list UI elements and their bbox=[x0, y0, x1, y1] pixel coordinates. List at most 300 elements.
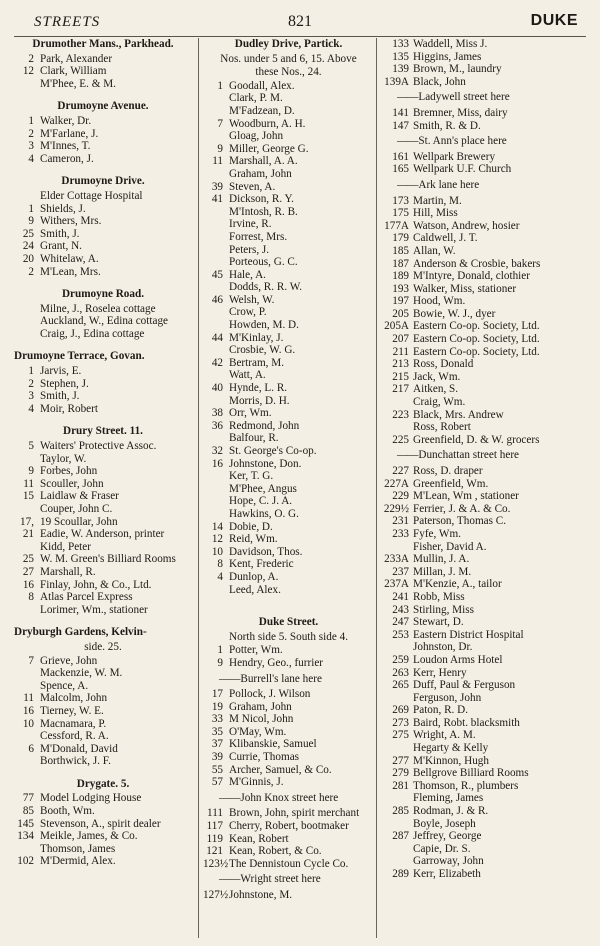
directory-entry bbox=[14, 718, 192, 731]
column-1 bbox=[14, 38, 192, 868]
directory-entry bbox=[203, 382, 374, 395]
street-heading: Drury Street. 11. bbox=[63, 425, 143, 438]
directory-entry: M'Phee, E. & M. bbox=[40, 77, 116, 90]
directory-entry bbox=[14, 805, 192, 818]
occupant-name: Bremner, Miss, dairy bbox=[413, 106, 508, 119]
directory-entry bbox=[14, 266, 192, 279]
directory-entry bbox=[14, 516, 192, 529]
directory-entry: Mackenzie, W. M. bbox=[40, 667, 123, 680]
directory-entry bbox=[203, 701, 374, 714]
house-number: 205A bbox=[384, 320, 409, 333]
directory-entry bbox=[381, 232, 586, 245]
directory-entry bbox=[381, 667, 586, 680]
house-number: 2 bbox=[28, 265, 34, 278]
street-heading: Drumother Mans., Parkhead. bbox=[32, 38, 174, 50]
occupant-name: Welsh, W. bbox=[229, 293, 275, 306]
occupant-name: O'May, Wm. bbox=[229, 725, 287, 738]
occupant-name: Eadie, W. Anderson, printer bbox=[40, 528, 165, 541]
directory-entry: Leed, Alex. bbox=[229, 583, 281, 596]
directory-entry bbox=[14, 153, 192, 166]
occupant-name: Walker, Dr. bbox=[40, 114, 92, 127]
house-number: 7 bbox=[28, 654, 34, 667]
directory-entry bbox=[14, 203, 192, 216]
occupant-name: Allan, W. bbox=[413, 244, 456, 257]
occupant-name: Tierney, W. E. bbox=[40, 704, 104, 717]
occupant-name: Higgins, James bbox=[413, 50, 482, 63]
directory-entry: Cessford, R. A. bbox=[40, 730, 109, 743]
directory-entry bbox=[381, 553, 586, 566]
occupant-name: Stephen, J. bbox=[40, 377, 89, 390]
house-number: 227 bbox=[392, 465, 409, 477]
directory-entry bbox=[381, 679, 586, 692]
directory-entry: Spence, A. bbox=[40, 679, 89, 692]
directory-entry bbox=[381, 258, 586, 271]
house-number: 102 bbox=[17, 855, 34, 868]
house-number: 44 bbox=[211, 331, 223, 344]
directory-entry bbox=[203, 644, 374, 657]
street-subheading: North side 5. South side 4. bbox=[228, 630, 349, 643]
occupant-name: Johnstone, M. bbox=[229, 889, 293, 901]
directory-entry bbox=[381, 207, 586, 220]
house-number: 211 bbox=[392, 345, 409, 358]
occupant-name: Bellgrove Billiard Rooms bbox=[413, 767, 529, 780]
directory-entry bbox=[203, 845, 374, 858]
directory-entry: Hope, C. J. A. bbox=[229, 495, 293, 508]
occupant-name: M'Innes, T. bbox=[40, 140, 91, 153]
directory-entry bbox=[14, 792, 192, 805]
directory-entry bbox=[381, 566, 586, 579]
directory-entry: Boyle, Joseph bbox=[413, 817, 476, 830]
occupant-name: W. M. Green's Billiard Rooms bbox=[40, 553, 176, 566]
directory-entry bbox=[381, 333, 586, 346]
page-header bbox=[14, 12, 586, 37]
street-heading: Dudley Drive, Partick. bbox=[234, 38, 343, 50]
directory-entry bbox=[381, 409, 586, 422]
house-number: 4 bbox=[217, 570, 223, 583]
directory-entry bbox=[381, 245, 586, 258]
occupant-name: Brown, John, spirit merchant bbox=[229, 807, 360, 820]
directory-entry bbox=[14, 53, 192, 66]
directory-entry bbox=[381, 805, 586, 818]
house-number: 121 bbox=[206, 845, 223, 858]
occupant-name: Hendry, Geo., furrier bbox=[229, 656, 324, 669]
house-number: 16 bbox=[22, 704, 34, 717]
directory-entry bbox=[381, 868, 586, 881]
house-number: 57 bbox=[211, 776, 223, 789]
house-number: 19 bbox=[211, 700, 223, 713]
occupant-name: Hynde, L. R. bbox=[229, 382, 288, 395]
directory-entry bbox=[381, 320, 586, 333]
occupant-name: Paton, R. D. bbox=[413, 704, 469, 717]
directory-entry bbox=[381, 107, 586, 120]
directory-entry bbox=[381, 295, 586, 308]
directory-entry bbox=[203, 269, 374, 282]
house-number: 265 bbox=[392, 679, 409, 692]
directory-entry: Howden, M. D. bbox=[229, 319, 299, 332]
directory-entry: Porteous, G. C. bbox=[229, 256, 298, 269]
directory-entry: M'Intosh, R. B. bbox=[229, 205, 298, 218]
occupant-name: Brown, M., laundry bbox=[413, 63, 502, 76]
directory-entry bbox=[381, 358, 586, 371]
directory-entry: Fisher, David A. bbox=[413, 540, 487, 553]
occupant-name: Cameron, J. bbox=[40, 152, 94, 165]
directory-entry bbox=[381, 490, 586, 503]
occupant-name: Smith, J. bbox=[40, 390, 80, 403]
directory-entry bbox=[203, 726, 374, 739]
directory-entry bbox=[381, 591, 586, 604]
house-number: 263 bbox=[392, 666, 409, 679]
occupant-name: Shields, J. bbox=[40, 202, 86, 215]
directory-entry bbox=[14, 692, 192, 705]
cross-street-note: —— Ark lane here bbox=[381, 179, 586, 192]
house-number: 17, bbox=[20, 515, 34, 528]
cross-street-note: —— John Knox street here bbox=[203, 792, 374, 805]
occupant-name: Waiters' Protective Assoc. bbox=[40, 440, 157, 453]
occupant-name: Greenfield, Wm. bbox=[413, 477, 489, 490]
house-number: 1 bbox=[217, 644, 223, 657]
house-number: 134 bbox=[17, 830, 34, 843]
directory-entry bbox=[381, 51, 586, 64]
occupant-name: Hill, Miss bbox=[413, 207, 458, 220]
directory-entry bbox=[203, 143, 374, 156]
directory-entry bbox=[381, 151, 586, 164]
directory-entry bbox=[381, 717, 586, 730]
house-number: 39 bbox=[211, 751, 223, 764]
house-number: 225 bbox=[392, 433, 409, 446]
occupant-name: M'Kinnon, Hugh bbox=[413, 754, 489, 767]
occupant-name: Scouller, John bbox=[40, 477, 104, 490]
occupant-name: Bertram, M. bbox=[229, 356, 284, 369]
column-3 bbox=[376, 38, 586, 938]
house-number: 9 bbox=[217, 656, 223, 669]
directory-entry: Dodds, R. R. W. bbox=[229, 281, 303, 294]
street-subheading: these Nos., 24. bbox=[255, 66, 322, 79]
occupant-name: Caldwell, J. T. bbox=[413, 232, 478, 245]
directory-entry bbox=[203, 764, 374, 777]
directory-entry bbox=[203, 713, 374, 726]
occupant-name: M'Lean, Wm , stationer bbox=[413, 490, 519, 503]
house-number: 11 bbox=[23, 692, 34, 705]
directory-entry: Irvine, R. bbox=[229, 218, 272, 231]
directory-entry bbox=[14, 390, 192, 403]
directory-entry: Fleming, James bbox=[413, 792, 484, 805]
house-number: 21 bbox=[22, 528, 34, 541]
directory-entry bbox=[14, 215, 192, 228]
directory-entry: Crow, P. bbox=[229, 306, 267, 319]
street-running-head: DUKE bbox=[530, 12, 578, 29]
directory-entry bbox=[14, 365, 192, 378]
directory-entry bbox=[381, 780, 586, 793]
columns bbox=[14, 38, 586, 938]
directory-entry bbox=[381, 755, 586, 768]
directory-entry: Craig, J., Edina cottage bbox=[40, 327, 145, 340]
house-number: 17 bbox=[211, 688, 223, 701]
directory-entry bbox=[381, 434, 586, 447]
directory-entry: Milne, J., Roselea cottage bbox=[40, 302, 156, 315]
occupant-name: Wright, A. M. bbox=[413, 729, 476, 742]
street-heading: Drumoyne Avenue. bbox=[57, 100, 149, 113]
directory-entry bbox=[381, 465, 586, 478]
house-number: 6 bbox=[28, 742, 34, 755]
house-number: 207 bbox=[392, 333, 409, 346]
occupant-name: Eastern Co-op. Society, Ltd. bbox=[413, 345, 540, 358]
directory-entry bbox=[203, 833, 374, 846]
house-number: 9 bbox=[28, 465, 34, 478]
directory-entry bbox=[381, 38, 586, 51]
occupant-name: Anderson & Crosbie, bakers bbox=[413, 257, 541, 270]
occupant-name: Walker, Miss, stationer bbox=[413, 282, 517, 295]
directory-entry bbox=[203, 80, 374, 93]
occupant-name: M'Donald, David bbox=[40, 742, 118, 755]
directory-entry bbox=[203, 458, 374, 471]
directory-entry bbox=[14, 378, 192, 391]
directory-entry: Taylor, W. bbox=[40, 452, 87, 465]
cross-street-note: —— Wright street here bbox=[203, 873, 374, 886]
directory-entry bbox=[14, 240, 192, 253]
occupant-name: Kean, Robert bbox=[229, 832, 289, 845]
directory-entry bbox=[14, 478, 192, 491]
street-subheading: Nos. under 5 and 6, 15. Above bbox=[220, 52, 357, 65]
occupant-name: Bowie, W. J., dyer bbox=[413, 307, 496, 320]
house-number: 177A bbox=[384, 219, 409, 232]
directory-entry bbox=[14, 490, 192, 503]
directory-entry bbox=[203, 155, 374, 168]
house-number: 223 bbox=[392, 408, 409, 421]
occupant-name: The Dennistoun Cycle Co. bbox=[229, 857, 349, 870]
directory-entry bbox=[203, 533, 374, 546]
occupant-name: Moir, Robert bbox=[40, 402, 98, 415]
occupant-name: Kean, Robert, & Co. bbox=[229, 845, 322, 858]
directory-entry: Ferguson, John bbox=[413, 691, 482, 704]
house-number: 185 bbox=[392, 244, 409, 257]
house-number: 273 bbox=[392, 716, 409, 729]
directory-entry bbox=[14, 403, 192, 416]
directory-entry bbox=[14, 553, 192, 566]
directory-entry bbox=[14, 65, 192, 78]
occupant-name: Booth, Wm. bbox=[40, 805, 95, 818]
house-number: 25 bbox=[22, 553, 34, 566]
directory-entry bbox=[203, 332, 374, 345]
occupant-name: Aitken, S. bbox=[413, 383, 459, 396]
occupant-name: Woodburn, A. H. bbox=[229, 117, 306, 130]
occupant-name: Pollock, J. Wilson bbox=[229, 688, 311, 701]
directory-entry bbox=[203, 738, 374, 751]
house-number: 5 bbox=[28, 440, 34, 453]
cross-street-note: —— Dunchattan street here bbox=[381, 449, 586, 462]
occupant-name: M'Intyre, Donald, clothier bbox=[413, 270, 530, 283]
occupant-name: Potter, Wm. bbox=[229, 644, 283, 657]
occupant-name: Steven, A. bbox=[229, 180, 276, 193]
occupant-name: Black, John bbox=[413, 75, 466, 88]
directory-entry bbox=[381, 63, 586, 76]
occupant-name: Eastern Co-op. Society, Ltd. bbox=[413, 320, 540, 333]
occupant-name: Ross, Donald bbox=[413, 358, 474, 371]
house-number: 281 bbox=[392, 779, 409, 792]
house-number: 45 bbox=[211, 268, 223, 281]
occupant-name: Martin, M. bbox=[413, 194, 462, 207]
house-number: 253 bbox=[392, 628, 409, 641]
directory-entry bbox=[381, 616, 586, 629]
house-number: 279 bbox=[392, 767, 409, 780]
directory-entry bbox=[14, 591, 192, 604]
directory-entry bbox=[203, 193, 374, 206]
occupant-name: Eastern Co-op. Society, Ltd. bbox=[413, 333, 540, 346]
house-number: 231 bbox=[392, 515, 409, 528]
directory-entry bbox=[14, 140, 192, 153]
occupant-name: Currie, Thomas bbox=[229, 751, 300, 764]
directory-entry bbox=[381, 767, 586, 780]
occupant-name: Forbes, John bbox=[40, 465, 98, 478]
house-number: 175 bbox=[392, 207, 409, 220]
occupant-name: M Nicol, John bbox=[229, 713, 294, 726]
occupant-name: Goodall, Alex. bbox=[229, 79, 295, 92]
occupant-name: Reid, Wm. bbox=[229, 533, 278, 546]
house-number: 25 bbox=[22, 227, 34, 240]
directory-entry: Borthwick, J. F. bbox=[40, 755, 111, 768]
directory-entry bbox=[203, 657, 374, 670]
directory-entry: Johnston, Dr. bbox=[413, 641, 473, 654]
directory-entry: Hegarty & Kelly bbox=[413, 742, 489, 755]
occupant-name: Withers, Mrs. bbox=[40, 215, 102, 228]
house-number: 33 bbox=[211, 713, 223, 726]
house-number: 46 bbox=[211, 293, 223, 306]
house-number: 133 bbox=[392, 38, 409, 50]
directory-entry bbox=[14, 579, 192, 592]
house-number: 205 bbox=[392, 307, 409, 320]
house-number: 42 bbox=[211, 356, 223, 369]
house-number: 12 bbox=[211, 533, 223, 546]
directory-entry bbox=[381, 830, 586, 843]
occupant-name: Wellpark U.F. Church bbox=[413, 163, 512, 176]
house-number: 3 bbox=[28, 390, 34, 403]
directory-entry bbox=[203, 357, 374, 370]
occupant-name: Grieve, John bbox=[40, 654, 98, 667]
directory-entry bbox=[203, 521, 374, 534]
house-number: 287 bbox=[392, 830, 409, 843]
house-number: 289 bbox=[392, 868, 409, 880]
directory-entry: Balfour, R. bbox=[229, 432, 279, 445]
house-number: 12 bbox=[22, 65, 34, 78]
directory-entry: Morris, D. H. bbox=[229, 394, 290, 407]
house-number: 85 bbox=[22, 805, 34, 818]
directory-entry bbox=[381, 270, 586, 283]
house-number: 229½ bbox=[383, 502, 409, 515]
house-number: 145 bbox=[17, 817, 34, 830]
directory-entry: Ross, Robert bbox=[413, 421, 471, 434]
house-number: 10 bbox=[22, 717, 34, 730]
house-number: 233 bbox=[392, 527, 409, 540]
house-number: 4 bbox=[28, 402, 34, 415]
directory-entry bbox=[381, 478, 586, 491]
directory-entry: M'Phee, Angus bbox=[229, 482, 297, 495]
street-subheading: side. 25. bbox=[84, 640, 122, 653]
house-number: 229 bbox=[392, 490, 409, 503]
house-number: 269 bbox=[392, 704, 409, 717]
directory-entry bbox=[381, 515, 586, 528]
house-number: 111 bbox=[207, 807, 223, 820]
house-number: 24 bbox=[22, 240, 34, 253]
occupant-name: Jarvis, E. bbox=[40, 365, 82, 378]
directory-entry bbox=[381, 578, 586, 591]
occupant-name: Hale, A. bbox=[229, 268, 266, 281]
directory-entry bbox=[381, 76, 586, 89]
house-number: 11 bbox=[23, 477, 34, 490]
occupant-name: Johnstone, Don. bbox=[229, 457, 302, 470]
house-number: 227A bbox=[384, 477, 409, 490]
street-heading: Drumoyne Terrace, Govan. bbox=[14, 350, 145, 363]
house-number: 243 bbox=[392, 603, 409, 616]
house-number: 247 bbox=[392, 616, 409, 629]
occupant-name: M'Kinlay, J. bbox=[229, 331, 284, 344]
occupant-name: Paterson, Thomas C. bbox=[413, 515, 507, 528]
house-number: 217 bbox=[392, 383, 409, 396]
occupant-name: Marshall, A. A. bbox=[229, 155, 298, 168]
occupant-name: Thomson, R., plumbers bbox=[413, 779, 519, 792]
house-number: 1 bbox=[28, 365, 34, 378]
occupant-name: Marshall, R. bbox=[40, 565, 96, 578]
occupant-name: Malcolm, John bbox=[40, 692, 108, 705]
directory-entry bbox=[14, 855, 192, 868]
directory-entry bbox=[14, 128, 192, 141]
directory-entry bbox=[203, 820, 374, 833]
directory-entry bbox=[203, 546, 374, 559]
occupant-name: Jeffrey, George bbox=[413, 830, 482, 843]
house-number: 2 bbox=[28, 52, 34, 65]
house-number: 241 bbox=[392, 590, 409, 603]
occupant-name: Atlas Parcel Express bbox=[40, 591, 133, 604]
occupant-name: Kent, Frederic bbox=[229, 558, 294, 571]
house-number: 189 bbox=[392, 270, 409, 283]
directory-entry: Peters, J. bbox=[229, 243, 270, 256]
directory-entry bbox=[381, 220, 586, 233]
directory-entry bbox=[381, 629, 586, 642]
occupant-name: Smith, R. & D. bbox=[413, 119, 481, 132]
directory-entry: M'Fadzean, D. bbox=[229, 104, 295, 117]
occupant-name: Kerr, Elizabeth bbox=[413, 868, 481, 880]
directory-entry bbox=[381, 604, 586, 617]
directory-entry bbox=[381, 195, 586, 208]
directory-entry: Thomson, James bbox=[40, 842, 116, 855]
house-number: 215 bbox=[392, 370, 409, 383]
directory-entry bbox=[14, 830, 192, 843]
directory-entry bbox=[203, 889, 374, 902]
house-number: 213 bbox=[392, 358, 409, 371]
occupant-name: Redmond, John bbox=[229, 419, 300, 432]
directory-entry bbox=[381, 729, 586, 742]
house-number: 55 bbox=[211, 763, 223, 776]
occupant-name: Smith, J. bbox=[40, 227, 80, 240]
occupant-name: Loudon Arms Hotel bbox=[413, 653, 503, 666]
occupant-name: Wellpark Brewery bbox=[413, 150, 496, 163]
directory-entry: Graham, John bbox=[229, 167, 292, 180]
occupant-name: Greenfield, D. & W. grocers bbox=[413, 433, 540, 446]
directory-entry bbox=[203, 571, 374, 584]
occupant-name: Ross, D. draper bbox=[413, 465, 483, 477]
directory-entry bbox=[381, 503, 586, 516]
house-number: 9 bbox=[217, 142, 223, 155]
occupant-name: Cherry, Robert, bootmaker bbox=[229, 820, 349, 833]
directory-entry bbox=[14, 743, 192, 756]
house-number: 1 bbox=[217, 79, 223, 92]
directory-entry bbox=[203, 807, 374, 820]
directory-entry bbox=[203, 294, 374, 307]
cross-street-note: —— Ladywell street here bbox=[381, 91, 586, 104]
occupant-name: Stevenson, A., spirit dealer bbox=[40, 817, 161, 830]
occupant-name: M'Dermid, Alex. bbox=[40, 855, 116, 868]
occupant-name: M'Kenzie, A., tailor bbox=[413, 578, 502, 591]
occupant-name: Meikle, James, & Co. bbox=[40, 830, 138, 843]
house-number: 135 bbox=[392, 50, 409, 63]
